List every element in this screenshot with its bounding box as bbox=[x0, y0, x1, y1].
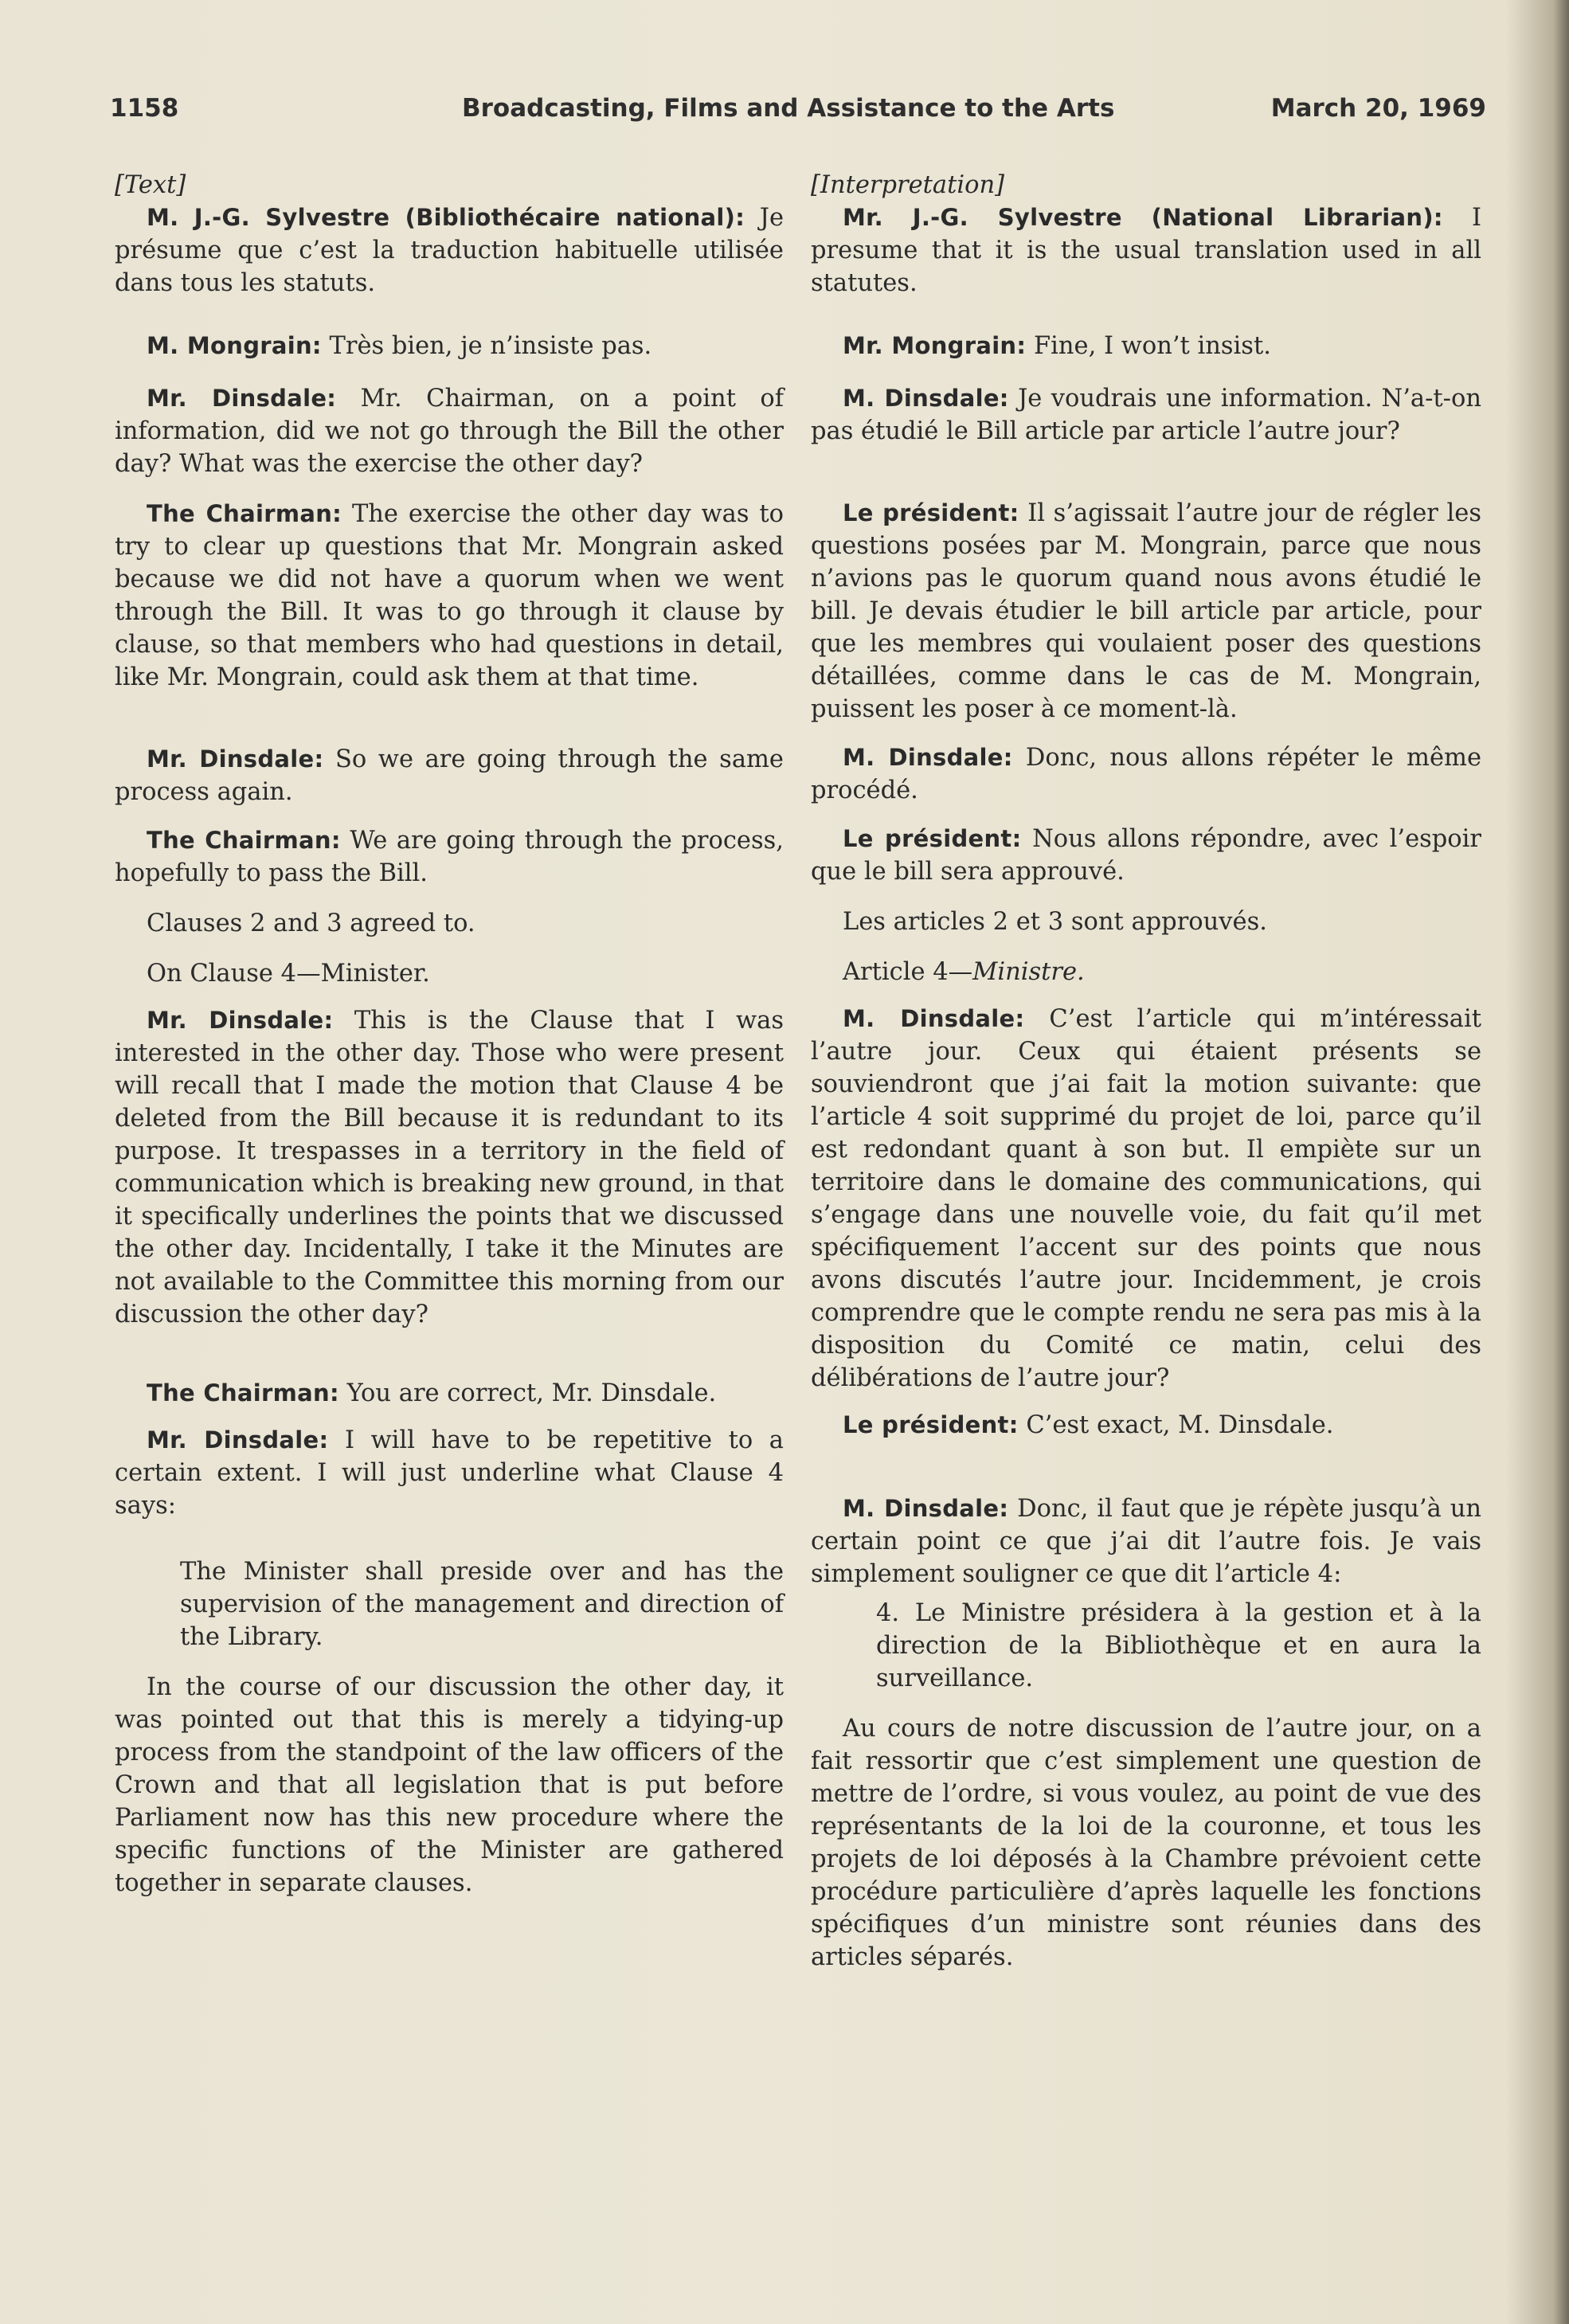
speaker-name: Le président: bbox=[843, 825, 1022, 852]
paragraph bbox=[115, 824, 784, 890]
paragraph: On Clause 4—Minister. bbox=[147, 960, 430, 988]
right-column bbox=[811, 169, 1481, 1974]
paragraph-text: C’est exact, M. Dinsdale. bbox=[1026, 1411, 1334, 1439]
speaker-name: M. Dinsdale: bbox=[843, 385, 1009, 412]
text-label: [Text] bbox=[115, 171, 186, 199]
paragraph-text: Je présume que c’est la traduction habituelle utilisée dans tous les statuts. bbox=[115, 204, 784, 297]
paragraph: Clauses 2 and 3 agreed to. bbox=[147, 910, 475, 937]
speaker-name: The Chairman: bbox=[147, 500, 342, 527]
paragraph bbox=[115, 330, 784, 362]
paragraph bbox=[115, 382, 784, 480]
paragraph bbox=[811, 497, 1481, 726]
paragraph: Au cours de notre discussion de l’autre jour, on a fait ressortir que c’est simplement une question de mettre de l’ordre, si vous voulez, au point de vue des représentants de la loi de la couronne, et tous les projets de loi déposés à la Chambre prévoient cette procédure particulière d’après laquelle les fonctions spécifiques d’un ministre sont réunies dans des articles séparés. bbox=[811, 1715, 1481, 1971]
paragraph bbox=[115, 1424, 784, 1522]
paragraph-text: So we are going through the same process again. bbox=[115, 745, 784, 806]
paragraph-text: You are correct, Mr. Dinsdale. bbox=[346, 1379, 717, 1407]
paragraph-text: C’est l’article qui m’intéressait l’autre jour. Ceux qui étaient présents se souviendront que j’ai fait la motion suivante: que l’article 4 soit supprimé du projet de loi, parce qu’il est redondant quant à son but. Il empiète sur un territoire dans le domaine des communications, qui s’engage dans une nouvelle voie, du fait qu’il met spécifiquement l’accent sur des points que nous avons discutés l’autre jour. Incidemment, je crois comprendre que le compte rendu ne sera pas mis à la disposition du Comité ce matin, celui des délibérations de l’autre jour? bbox=[811, 1005, 1482, 1392]
paragraph-text: We are going through the process, hopefully to pass the Bill. bbox=[115, 827, 784, 887]
paragraph-text: Très bien, je n’insiste pas. bbox=[329, 332, 652, 360]
paragraph-text: Mr. Chairman, on a point of information, did we not go through the Bill the other day? What was the exercise the other day? bbox=[115, 385, 784, 478]
paragraph bbox=[811, 1003, 1481, 1395]
quoted-clause: The Minister shall preside over and has the supervision of the management and direction of the Library. bbox=[180, 1558, 784, 1651]
paragraph bbox=[811, 382, 1481, 448]
speaker-name: M. Dinsdale: bbox=[843, 744, 1013, 771]
paragraph bbox=[115, 743, 784, 808]
paragraph-text: Nous allons répondre, avec l’espoir que le bill sera approuvé. bbox=[811, 825, 1482, 886]
paragraph-text: This is the Clause that I was interested in the other day. Those who were present will recall that I made the motion that Clause 4 be deleted from the Bill because it is redundant to its purpose. It trespasses in a territory in the field of communication which is breaking new ground, in that it specifically underlines the points that we discussed the other day. Incidentally, I take it the Minutes are not available to the Committee this morning from our discussion the other day? bbox=[115, 1007, 784, 1328]
header-date: March 20, 1969 bbox=[1270, 94, 1486, 123]
quoted-clause: 4. Le Ministre présidera à la gestion et à la direction de la Bibliothèque et en aura la surveillance. bbox=[876, 1599, 1481, 1692]
interpretation-label: [Interpretation] bbox=[811, 171, 1004, 199]
speaker-name: Le président: bbox=[843, 499, 1019, 526]
running-title: Broadcasting, Films and Assistance to the Arts bbox=[462, 94, 1115, 123]
paragraph-text: Fine, I won’t insist. bbox=[1033, 332, 1271, 360]
paragraph bbox=[115, 498, 784, 694]
paragraph bbox=[811, 1493, 1481, 1590]
paragraph-text: Donc, nous allons répéter le même procédé. bbox=[811, 744, 1481, 804]
speaker-name: The Chairman: bbox=[147, 1379, 339, 1407]
paragraph bbox=[115, 201, 784, 299]
speaker-name: M. Dinsdale: bbox=[843, 1005, 1025, 1032]
paragraph bbox=[115, 1377, 784, 1410]
paragraph-text: I will have to be repetitive to a certain extent. I will just underline what Clause 4 says: bbox=[115, 1426, 784, 1520]
paragraph-italic: Ministre. bbox=[972, 958, 1085, 986]
speaker-name: M. Mongrain: bbox=[147, 332, 322, 359]
paragraph bbox=[811, 956, 1481, 988]
speaker-name: Mr. Dinsdale: bbox=[147, 1426, 329, 1453]
paragraph: In the course of our discussion the other day, it was pointed out that this is merely a tidying-up process from the standpoint of the law officers of the Crown and that all legislation that is put before Parliament now has this new procedure where the specific functions of the Minister are gathered together in separate clauses. bbox=[115, 1673, 784, 1897]
speaker-name: Mr. J.-G. Sylvestre (National Librarian): bbox=[843, 204, 1443, 231]
speaker-name: Le président: bbox=[843, 1411, 1019, 1438]
paragraph bbox=[811, 741, 1481, 807]
speaker-name: Mr. Mongrain: bbox=[843, 332, 1027, 359]
paragraph-text: Article 4— bbox=[843, 958, 973, 986]
paragraph-text: I presume that it is the usual translation used in all statutes. bbox=[811, 204, 1481, 297]
speaker-name: Mr. Dinsdale: bbox=[147, 1007, 334, 1034]
paragraph-text: Il s’agissait l’autre jour de régler les questions posées par M. Mongrain, parce que nous n’avions pas le quorum quand nous avons étudié le bill. Je devais étudier le bill article par article, pour que les membres qui voulaient poser des questions détaillées, comme dans le cas de M. Mongrain, puissent les poser à ce moment-là. bbox=[811, 499, 1481, 723]
speaker-name: The Chairman: bbox=[147, 827, 341, 854]
paragraph bbox=[115, 1004, 784, 1331]
page-number: 1158 bbox=[110, 94, 179, 123]
paragraph bbox=[811, 823, 1481, 888]
speaker-name: Mr. Dinsdale: bbox=[147, 745, 324, 773]
left-column bbox=[115, 169, 784, 1899]
paragraph bbox=[811, 330, 1481, 362]
paragraph bbox=[811, 1409, 1481, 1442]
paragraph bbox=[811, 201, 1481, 299]
paragraph: Les articles 2 et 3 sont approuvés. bbox=[843, 908, 1267, 936]
page-header bbox=[110, 94, 1486, 134]
speaker-name: M. Dinsdale: bbox=[843, 1495, 1009, 1522]
paragraph-text: Je voudrais une information. N’a-t-on pas étudié le Bill article par article l’autre jour? bbox=[811, 385, 1481, 445]
speaker-name: Mr. Dinsdale: bbox=[147, 385, 337, 412]
paragraph-text: Donc, il faut que je répète jusqu’à un certain point ce que j’ai dit l’autre fois. Je vais simplement souligner ce que dit l’article 4: bbox=[811, 1495, 1481, 1588]
paragraph-text: The exercise the other day was to try to clear up questions that Mr. Mongrain asked because we did not have a quorum when we went through the Bill. It was to go through it clause by clause, so that members who had questions in detail, like Mr. Mongrain, could ask them at that time. bbox=[115, 500, 784, 691]
speaker-name: M. J.-G. Sylvestre (Bibliothécaire national): bbox=[147, 204, 745, 231]
